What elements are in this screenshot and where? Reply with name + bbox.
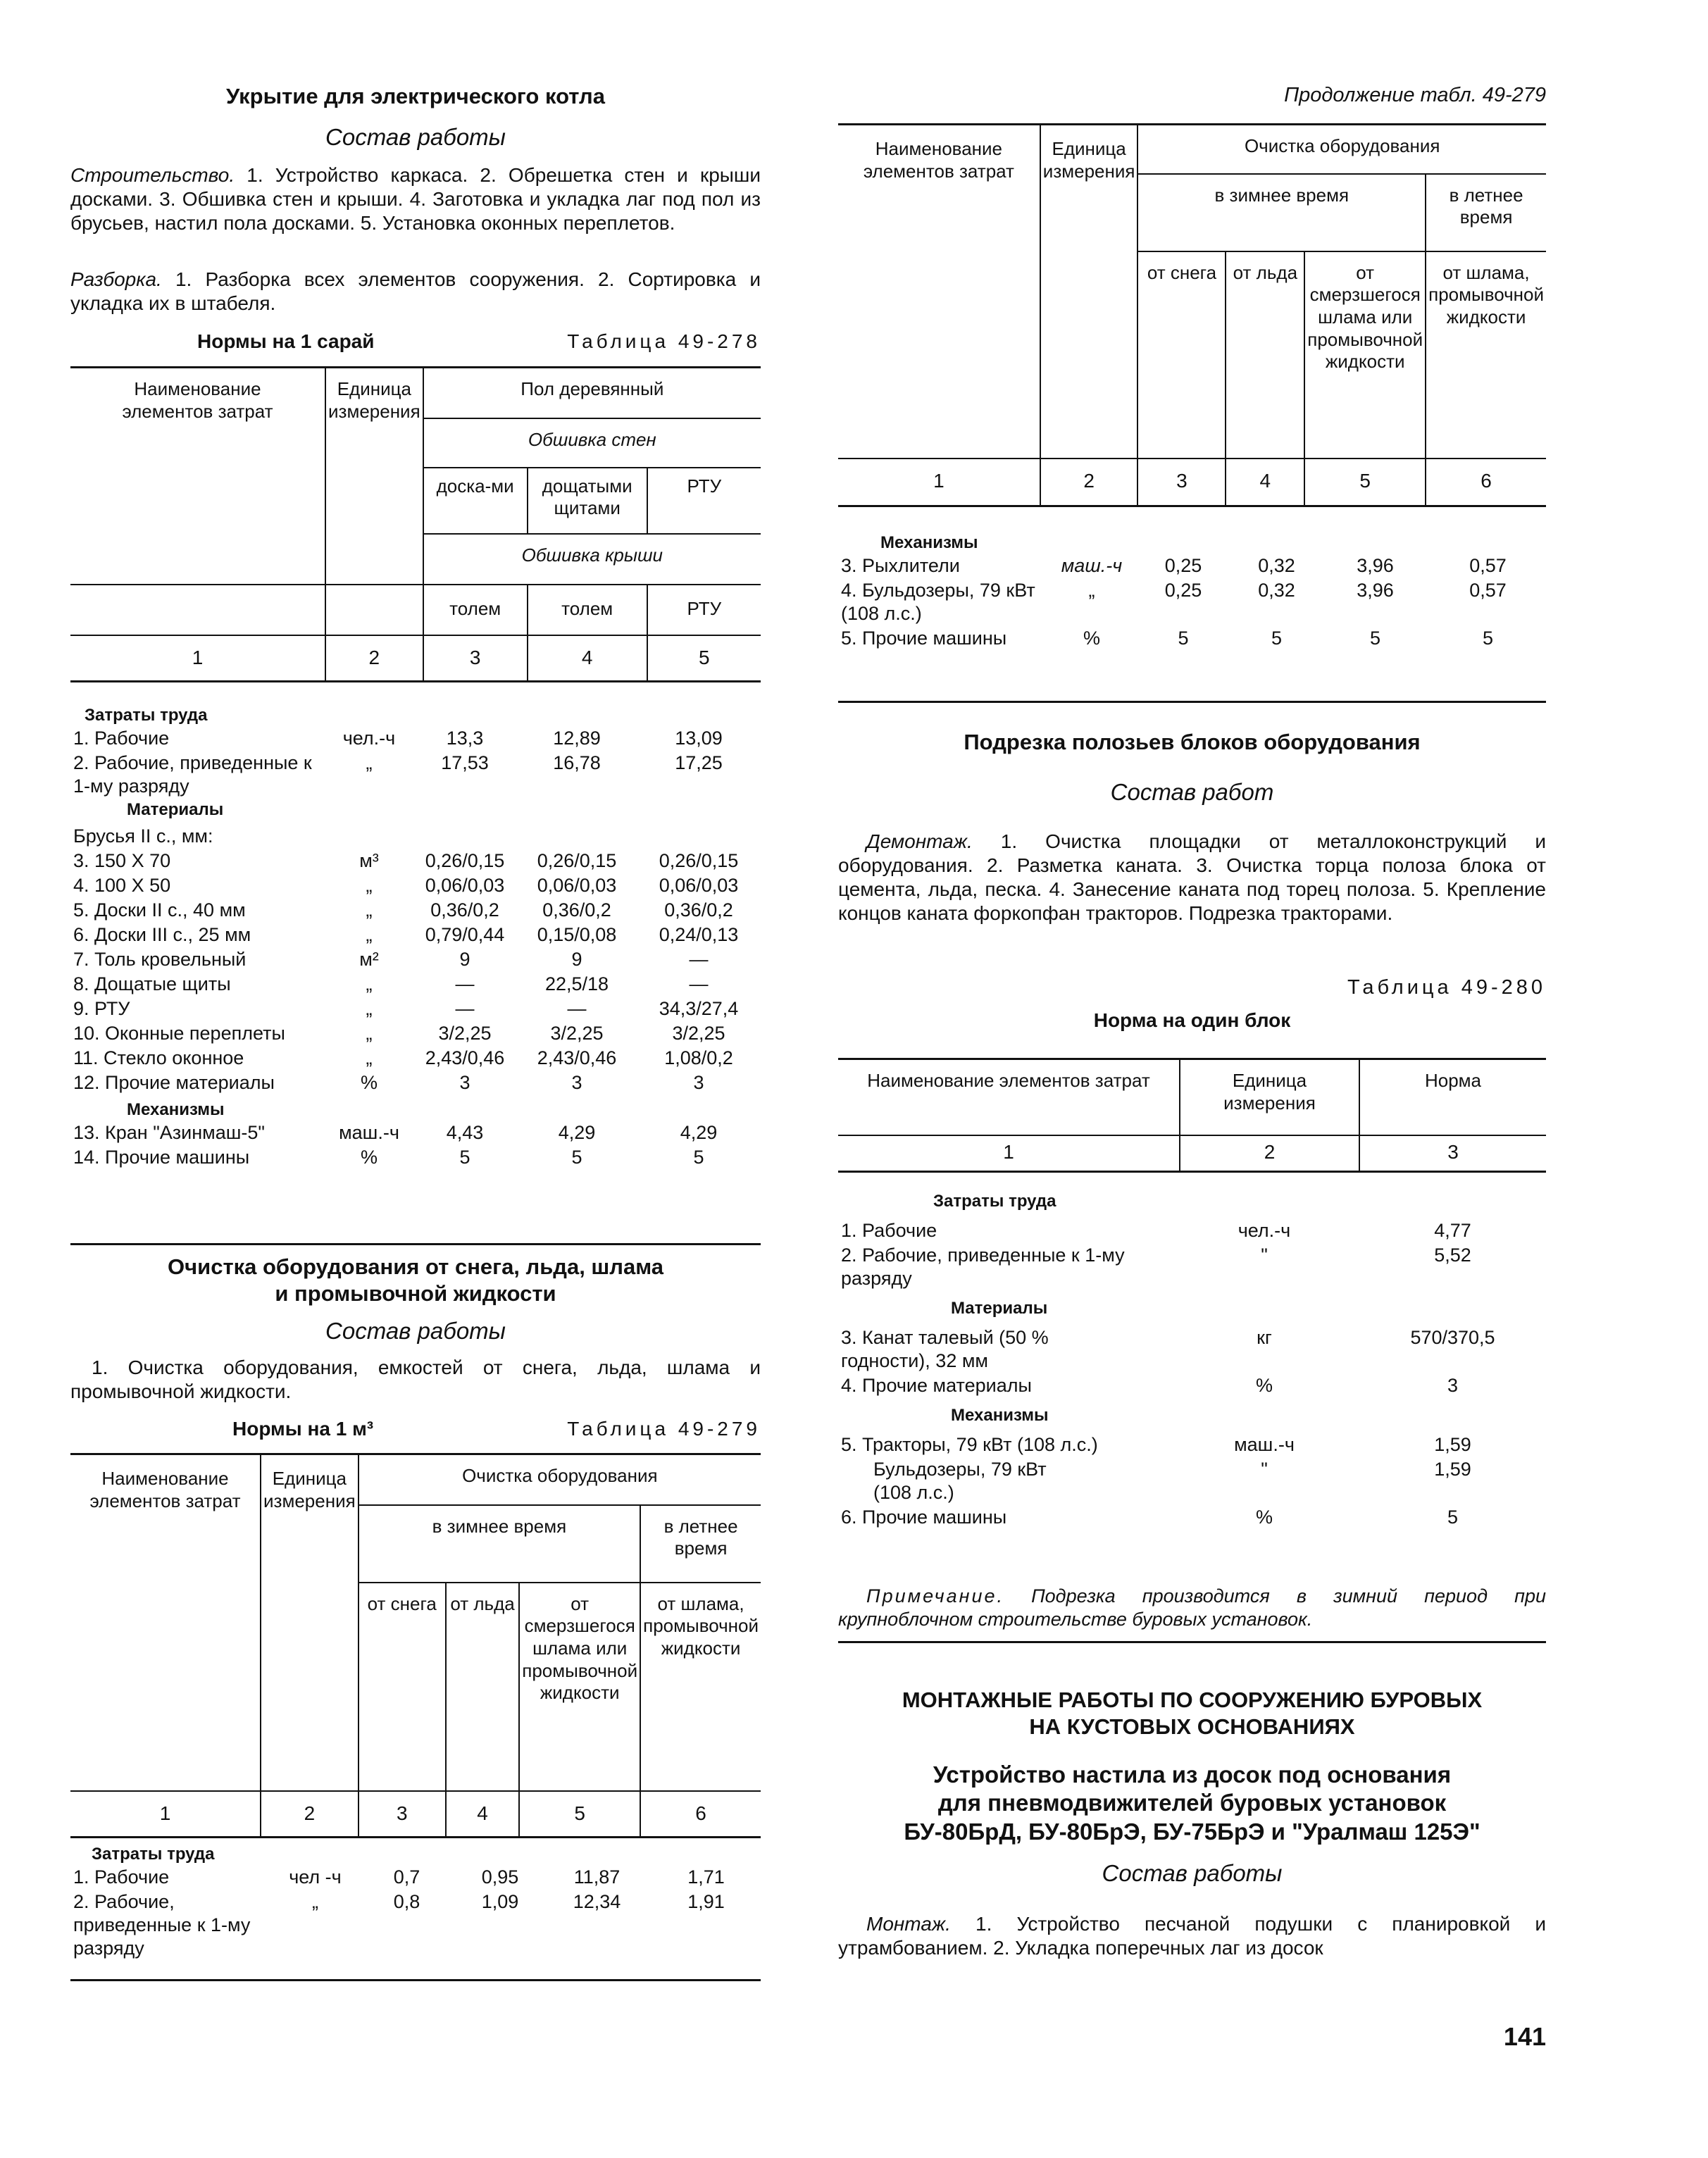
table-row bbox=[70, 972, 761, 997]
cell-value: 1,59 bbox=[1434, 1459, 1471, 1480]
cell-name: 13. Кран "Азинмаш-5" bbox=[73, 1121, 266, 1143]
cell-value: 5 bbox=[1482, 628, 1494, 649]
cell-value: 0,32 bbox=[1258, 580, 1295, 601]
cell-value: 3/2,25 bbox=[550, 1022, 604, 1044]
section-title-runner-cutting: Подрезка полозьев блоков оборудования bbox=[964, 730, 1421, 754]
table-row bbox=[70, 898, 761, 923]
cell-name: 1. Рабочие bbox=[73, 1866, 170, 1888]
cell-value: 9 bbox=[571, 949, 582, 971]
col-unit: Единица измерения bbox=[1180, 1059, 1359, 1135]
cell-name: 7. Толь кровельный bbox=[73, 949, 247, 971]
cell-value: 1,09 bbox=[481, 1891, 519, 1913]
cell-value: 1,91 bbox=[687, 1891, 725, 1913]
col-c2: от льда bbox=[1226, 251, 1304, 459]
cell-name: 6. Прочие машины bbox=[841, 1507, 1007, 1528]
cell-value: — bbox=[689, 949, 709, 971]
section-labour: Затраты труда bbox=[85, 706, 208, 725]
cell-unit: маш.-ч bbox=[1061, 555, 1123, 577]
section-mechanisms: Механизмы bbox=[127, 1099, 225, 1119]
table-49-278-body bbox=[70, 704, 761, 1170]
cell-value: 0,32 bbox=[1258, 555, 1295, 577]
cell-value: 0,25 bbox=[1164, 580, 1202, 601]
col-c1: от снега bbox=[1137, 251, 1226, 459]
cell-unit: % bbox=[360, 1071, 378, 1093]
section-subtitle: Состав работы bbox=[325, 124, 506, 150]
col-num: 4 bbox=[1226, 459, 1304, 506]
col-roof: Обшивка крыши bbox=[423, 534, 761, 585]
work-description bbox=[838, 1912, 1546, 1960]
cell-value: 3 bbox=[1447, 1375, 1459, 1397]
table-label: Таблица 49-279 bbox=[567, 1418, 761, 1440]
continuation-label: Продолжение табл. 49-279 bbox=[1284, 84, 1546, 106]
cell-unit: % bbox=[1255, 1507, 1273, 1528]
table-bottom-rule bbox=[70, 1979, 761, 1981]
cell-name: 10. Оконные переплеты bbox=[73, 1022, 285, 1044]
cell-value: 5 bbox=[1369, 628, 1381, 649]
cell-value: 5 bbox=[1271, 628, 1283, 649]
table-49-278-header bbox=[70, 366, 761, 682]
beams-label: Брусья II с., мм: bbox=[73, 825, 213, 847]
cell-value: 5 bbox=[571, 1146, 582, 1168]
table-row bbox=[70, 1021, 761, 1046]
cell-value: — bbox=[567, 997, 587, 1019]
cell-value: 0,7 bbox=[393, 1866, 420, 1888]
cell-name: 2. Рабочие, приведенные к 1-му разряду bbox=[73, 1891, 251, 1959]
section-subtitle: Состав работы bbox=[1102, 1860, 1283, 1886]
cell-name: 1. Рабочие bbox=[841, 1220, 937, 1242]
col-r2: толем bbox=[528, 585, 647, 635]
section-labour: Затраты труда bbox=[92, 1845, 215, 1864]
col-c3: от смерзшегося шлама или промывочной жидкости bbox=[519, 1583, 640, 1791]
col-num: 4 bbox=[446, 1791, 519, 1838]
cell-value: 2,43/0,46 bbox=[425, 1047, 505, 1068]
col-num: 2 bbox=[325, 635, 423, 682]
table-row bbox=[70, 1145, 761, 1170]
cell-value: 3,96 bbox=[1357, 555, 1394, 577]
table-row bbox=[838, 626, 1546, 651]
section-subtitle: Состав работы bbox=[325, 1318, 506, 1344]
cell-value: 34,3/27,4 bbox=[659, 997, 739, 1019]
cell-name: 3. Рыхлители bbox=[841, 555, 960, 577]
title-line: МОНТАЖНЫЕ РАБОТЫ ПО СООРУЖЕНИЮ БУРОВЫХ bbox=[902, 1688, 1483, 1712]
col-unit: Единица измерения bbox=[261, 1454, 359, 1791]
table-row bbox=[70, 923, 761, 947]
col-num: 4 bbox=[528, 635, 647, 682]
col-num: 5 bbox=[519, 1791, 640, 1838]
table-row bbox=[70, 997, 761, 1021]
table-caption bbox=[197, 330, 761, 354]
cell-unit: „ bbox=[366, 1022, 373, 1044]
cell-name: 6. Доски III с., 25 мм bbox=[73, 924, 251, 946]
table-bottom-rule bbox=[70, 1243, 761, 1245]
cell-name: 4. 100 Х 50 bbox=[73, 875, 171, 897]
col-norm: Норма bbox=[1359, 1059, 1546, 1135]
norm-label: Нормы на 1 сарай bbox=[197, 330, 375, 352]
col-num: 1 bbox=[70, 1791, 261, 1838]
section-title-mounting-works bbox=[838, 1687, 1546, 1740]
col-unit: Единица измерения bbox=[325, 368, 423, 585]
cell-unit: „ bbox=[366, 752, 373, 774]
cell-name: 5. Тракторы, 79 кВт (108 л.с.) bbox=[841, 1434, 1098, 1456]
note-text: Подрезка производится в зимний период при крупноблочном строительстве буровых установок. bbox=[838, 1585, 1546, 1630]
table-row bbox=[70, 1121, 761, 1145]
cell-unit: м³ bbox=[359, 850, 379, 872]
cell-unit: маш.-ч bbox=[1234, 1434, 1295, 1456]
col-w1: доска-ми bbox=[423, 468, 528, 534]
col-c3: от смерзшегося шлама или промывочной жидкости bbox=[1304, 251, 1426, 459]
section-mechanisms: Механизмы bbox=[880, 533, 978, 552]
cell-value: 0,36/0,2 bbox=[664, 899, 733, 921]
cell-value: 5 bbox=[1178, 628, 1189, 649]
cell-value: 0,95 bbox=[481, 1866, 519, 1888]
title-line: Очистка оборудования от снега, льда, шлама bbox=[168, 1254, 663, 1279]
cell-value: 1,71 bbox=[687, 1866, 725, 1888]
title-line: Устройство настила из досок под основания bbox=[933, 1761, 1452, 1788]
paragraph-lead: Строительство. bbox=[70, 164, 235, 186]
table-caption bbox=[232, 1417, 761, 1441]
cell-name: 11. Стекло оконное bbox=[73, 1047, 244, 1068]
cell-value: 0,36/0,2 bbox=[542, 899, 611, 921]
cell-value: 4,29 bbox=[680, 1121, 718, 1143]
col-c4: от шлама, промывочной жидкости bbox=[1426, 251, 1546, 459]
paragraph-lead: Разборка. bbox=[70, 268, 162, 290]
cell-value: 0,8 bbox=[393, 1891, 420, 1913]
cell-name: 2. Рабочие, приведенные к 1-му разряду bbox=[73, 752, 312, 797]
title-line: для пневмодвижителей буровых установок bbox=[937, 1790, 1447, 1816]
cell-value: — bbox=[455, 997, 475, 1019]
cell-value: 12,34 bbox=[573, 1891, 621, 1913]
cell-unit: чел.-ч bbox=[1238, 1220, 1291, 1242]
paragraph-text: 1. Устройство каркаса. 2. Обрешетка стен и крыши досками. 3. Обшивка стен и крыши. 4. Заготовка и укладка лаг под пол из брусьев, настил пола досками. 5. Установка оконных переплетов. bbox=[70, 164, 761, 235]
cell-unit: % bbox=[1255, 1375, 1273, 1397]
cell-unit: „ bbox=[366, 924, 373, 946]
cell-name: 3. 150 Х 70 bbox=[73, 850, 171, 872]
table-row bbox=[838, 1218, 1546, 1243]
col-winter: в зимнее время bbox=[359, 1505, 640, 1583]
cell-name: 3. Канат талевый (50 % годности), 32 мм bbox=[841, 1327, 1049, 1372]
col-clean: Очистка оборудования bbox=[359, 1454, 761, 1505]
section-subtitle: Состав работ bbox=[1110, 779, 1274, 805]
work-description bbox=[838, 830, 1546, 926]
col-name: Наименование элементов затрат bbox=[838, 1059, 1180, 1135]
col-r1: толем bbox=[423, 585, 528, 635]
cell-name: 5. Доски II с., 40 мм bbox=[73, 899, 246, 921]
section-labour: Затраты труда bbox=[933, 1192, 1056, 1211]
col-unit: Единица измерения bbox=[1040, 125, 1138, 459]
work-description: 1. Очистка оборудования, емкостей от снега, льда, шлама и промывочной жидкости. bbox=[70, 1356, 761, 1403]
cell-value: 3 bbox=[571, 1071, 582, 1093]
cell-value: 3/2,25 bbox=[438, 1022, 492, 1044]
cell-value: 5,52 bbox=[1434, 1245, 1471, 1266]
col-clean: Очистка оборудования bbox=[1137, 125, 1546, 174]
section-title-deck-boards bbox=[838, 1761, 1546, 1846]
cell-unit: кг bbox=[1257, 1327, 1272, 1349]
table-row bbox=[70, 1071, 761, 1095]
cell-unit: „ bbox=[366, 875, 373, 897]
col-num: 6 bbox=[640, 1791, 761, 1838]
cell-value: 12,89 bbox=[553, 728, 601, 749]
col-num: 3 bbox=[359, 1791, 446, 1838]
col-summer: в летнее время bbox=[640, 1505, 761, 1583]
cell-value: 4,43 bbox=[446, 1121, 484, 1143]
dismantling-description bbox=[70, 268, 761, 316]
cell-value: 0,26/0,15 bbox=[537, 850, 617, 872]
cell-name: 2. Рабочие, приведенные к 1-му разряду bbox=[841, 1245, 1125, 1290]
section-materials: Материалы bbox=[951, 1299, 1048, 1318]
cell-value: 5 bbox=[459, 1146, 470, 1168]
cell-unit: " bbox=[1261, 1459, 1268, 1480]
cell-value: 0,36/0,2 bbox=[430, 899, 499, 921]
cell-unit: чел -ч bbox=[289, 1866, 342, 1888]
table-label: Таблица 49-278 bbox=[567, 330, 761, 352]
cell-name: 9. РТУ bbox=[73, 997, 130, 1019]
table-row bbox=[838, 1373, 1546, 1398]
table-row bbox=[838, 1243, 1546, 1291]
section-materials: Материалы bbox=[127, 800, 224, 820]
cell-unit: маш.-ч bbox=[339, 1121, 399, 1143]
cell-unit: % bbox=[360, 1146, 378, 1168]
norm-label: Норма на один блок bbox=[1093, 1009, 1291, 1031]
col-num: 6 bbox=[1426, 459, 1546, 506]
norm-label: Нормы на 1 м³ bbox=[232, 1418, 374, 1440]
table-row bbox=[838, 1433, 1546, 1457]
cell-unit: „ bbox=[312, 1891, 318, 1913]
table-49-279-body-right bbox=[838, 532, 1546, 651]
table-row bbox=[70, 751, 761, 799]
col-num: 3 bbox=[1359, 1135, 1546, 1172]
cell-name: 1. Рабочие bbox=[73, 728, 170, 749]
col-num: 3 bbox=[423, 635, 528, 682]
cell-value: 4,29 bbox=[558, 1121, 596, 1143]
paragraph-text: 1. Очистка площадки от металлоконструкций и оборудования. 2. Разметка каната. 3. Очистка торца полоза блока от цемента, льда, песка. 4. Занесение каната под торец полоза. 5. Крепление концов каната форкопфан тракторов. Подрезка тракторами. bbox=[838, 830, 1546, 925]
cell-name: 8. Дощатые щиты bbox=[73, 973, 231, 994]
col-num: 5 bbox=[647, 635, 761, 682]
table-row bbox=[70, 873, 761, 898]
paragraph-lead: Демонтаж. bbox=[866, 830, 973, 852]
col-name: Наименование элементов затрат bbox=[70, 1454, 261, 1791]
title-line: и промывочной жидкости bbox=[275, 1280, 556, 1306]
section-title-boiler-cover: Укрытие для электрического котла bbox=[226, 84, 605, 108]
title-line: НА КУСТОВЫХ ОСНОВАНИЯХ bbox=[1029, 1714, 1355, 1739]
cell-value: 3 bbox=[459, 1071, 470, 1093]
cell-value: 9 bbox=[459, 949, 470, 971]
col-num: 1 bbox=[838, 1135, 1180, 1172]
col-c1: от снега bbox=[359, 1583, 446, 1791]
cell-value: 0,06/0,03 bbox=[659, 875, 739, 897]
title-line: БУ-80БрД, БУ-80БрЭ, БУ-75БрЭ и "Уралмаш 125Э" bbox=[904, 1818, 1481, 1845]
col-num: 2 bbox=[1040, 459, 1138, 506]
table-row bbox=[838, 578, 1546, 626]
cell-value: 17,53 bbox=[441, 752, 489, 774]
col-num: 3 bbox=[1137, 459, 1226, 506]
cell-value: 16,78 bbox=[553, 752, 601, 774]
table-bottom-rule bbox=[838, 701, 1546, 703]
cell-value: 3,96 bbox=[1357, 580, 1394, 601]
cell-value: 0,79/0,44 bbox=[425, 924, 505, 946]
cell-value: 22,5/18 bbox=[544, 973, 609, 994]
work-description bbox=[70, 163, 761, 235]
cell-value: 13,09 bbox=[675, 728, 723, 749]
cell-value: 0,57 bbox=[1469, 555, 1507, 577]
note-lead: Примечание. bbox=[866, 1585, 1004, 1607]
cell-value: 0,57 bbox=[1469, 580, 1507, 601]
cell-unit: % bbox=[1083, 628, 1100, 649]
table-49-280-header bbox=[838, 1058, 1546, 1173]
cell-value: 2,43/0,46 bbox=[537, 1047, 617, 1068]
paragraph-text: 1. Устройство песчаной подушки с планировкой и утрамбованием. 2. Укладка поперечных лаг из досок bbox=[838, 1913, 1546, 1959]
cell-value: 5 bbox=[1447, 1507, 1459, 1528]
cell-value: 1,59 bbox=[1434, 1434, 1471, 1456]
col-c2: от льда bbox=[446, 1583, 519, 1791]
col-num: 5 bbox=[1304, 459, 1426, 506]
cell-value: 0,06/0,03 bbox=[425, 875, 505, 897]
cell-unit: „ bbox=[1088, 580, 1095, 601]
table-note bbox=[838, 1585, 1546, 1631]
cell-value: 5 bbox=[693, 1146, 704, 1168]
table-row bbox=[70, 1046, 761, 1071]
cell-value: — bbox=[689, 973, 709, 994]
cell-name: 5. Прочие машины bbox=[841, 628, 1007, 649]
col-winter: в зимнее время bbox=[1137, 174, 1426, 251]
cell-value: 0,24/0,13 bbox=[659, 924, 739, 946]
page-number: 141 bbox=[1503, 2022, 1546, 2051]
cell-name: 12. Прочие материалы bbox=[73, 1071, 275, 1093]
col-num: 1 bbox=[70, 635, 325, 682]
section-rule bbox=[838, 1641, 1546, 1643]
col-num: 2 bbox=[261, 1791, 359, 1838]
table-49-280-body bbox=[838, 1190, 1546, 1530]
col-name: Наименование элементов затрат bbox=[838, 125, 1040, 459]
cell-unit: чел.-ч bbox=[342, 728, 396, 749]
cell-value: — bbox=[455, 973, 475, 994]
cell-value: 17,25 bbox=[675, 752, 723, 774]
cell-value: 13,3 bbox=[446, 728, 484, 749]
cell-name: 4. Бульдозеры, 79 кВт (108 л.с.) bbox=[841, 580, 1035, 625]
cell-value: 0,25 bbox=[1164, 555, 1202, 577]
col-summer: в летнее время bbox=[1426, 174, 1546, 251]
table-row bbox=[70, 1890, 761, 1961]
table-row bbox=[70, 849, 761, 873]
col-w2: дощатыми щитами bbox=[528, 468, 647, 534]
table-row bbox=[70, 1865, 761, 1890]
cell-value: 3 bbox=[693, 1071, 704, 1093]
cell-name: 4. Прочие материалы bbox=[841, 1375, 1032, 1397]
col-num: 1 bbox=[838, 459, 1040, 506]
paragraph-lead: Монтаж. bbox=[866, 1913, 951, 1935]
cell-value: 0,26/0,15 bbox=[659, 850, 739, 872]
col-r3: РТУ bbox=[647, 585, 761, 635]
cell-value: 3/2,25 bbox=[672, 1022, 725, 1044]
cell-value: 570/370,5 bbox=[1410, 1327, 1495, 1349]
cell-value: 0,15/0,08 bbox=[537, 924, 617, 946]
table-row bbox=[70, 726, 761, 751]
col-walls: Обшивка стен bbox=[423, 418, 761, 468]
cell-name: Бульдозеры, 79 кВт (108 л.с.) bbox=[873, 1459, 1047, 1504]
table-row bbox=[838, 1326, 1546, 1373]
paragraph-text: 1. Разборка всех элементов сооружения. 2. Сортировка и укладка их в штабеля. bbox=[70, 268, 761, 315]
table-49-279-header bbox=[70, 1453, 761, 1838]
section-mechanisms: Механизмы bbox=[951, 1406, 1049, 1426]
cell-value: 4,77 bbox=[1434, 1220, 1471, 1242]
col-w3: РТУ bbox=[647, 468, 761, 534]
cell-unit: „ bbox=[366, 1047, 373, 1068]
table-row bbox=[838, 1505, 1546, 1530]
cell-value: 1,08/0,2 bbox=[664, 1047, 733, 1068]
table-49-279-header-cont bbox=[838, 123, 1546, 507]
cell-unit: „ bbox=[366, 997, 373, 1019]
table-49-279-body-left bbox=[70, 1843, 761, 1961]
cell-unit: „ bbox=[366, 899, 373, 921]
cell-value: 0,26/0,15 bbox=[425, 850, 505, 872]
cell-unit: „ bbox=[366, 973, 373, 994]
cell-value: 11,87 bbox=[573, 1866, 621, 1888]
col-num: 2 bbox=[1180, 1135, 1359, 1172]
col-c4: от шлама, промывочной жидкости bbox=[640, 1583, 761, 1791]
table-row bbox=[838, 1457, 1546, 1505]
table-row bbox=[70, 947, 761, 972]
col-name: Наименование элементов затрат bbox=[70, 368, 325, 585]
col-floor: Пол деревянный bbox=[423, 368, 761, 418]
cell-unit: м² bbox=[359, 949, 379, 971]
table-row bbox=[838, 554, 1546, 578]
cell-unit: " bbox=[1261, 1245, 1268, 1266]
cell-name: 14. Прочие машины bbox=[73, 1146, 250, 1168]
section-title-cleaning bbox=[70, 1254, 761, 1307]
table-label: Таблица 49-280 bbox=[1347, 976, 1546, 999]
cell-value: 0,06/0,03 bbox=[537, 875, 617, 897]
